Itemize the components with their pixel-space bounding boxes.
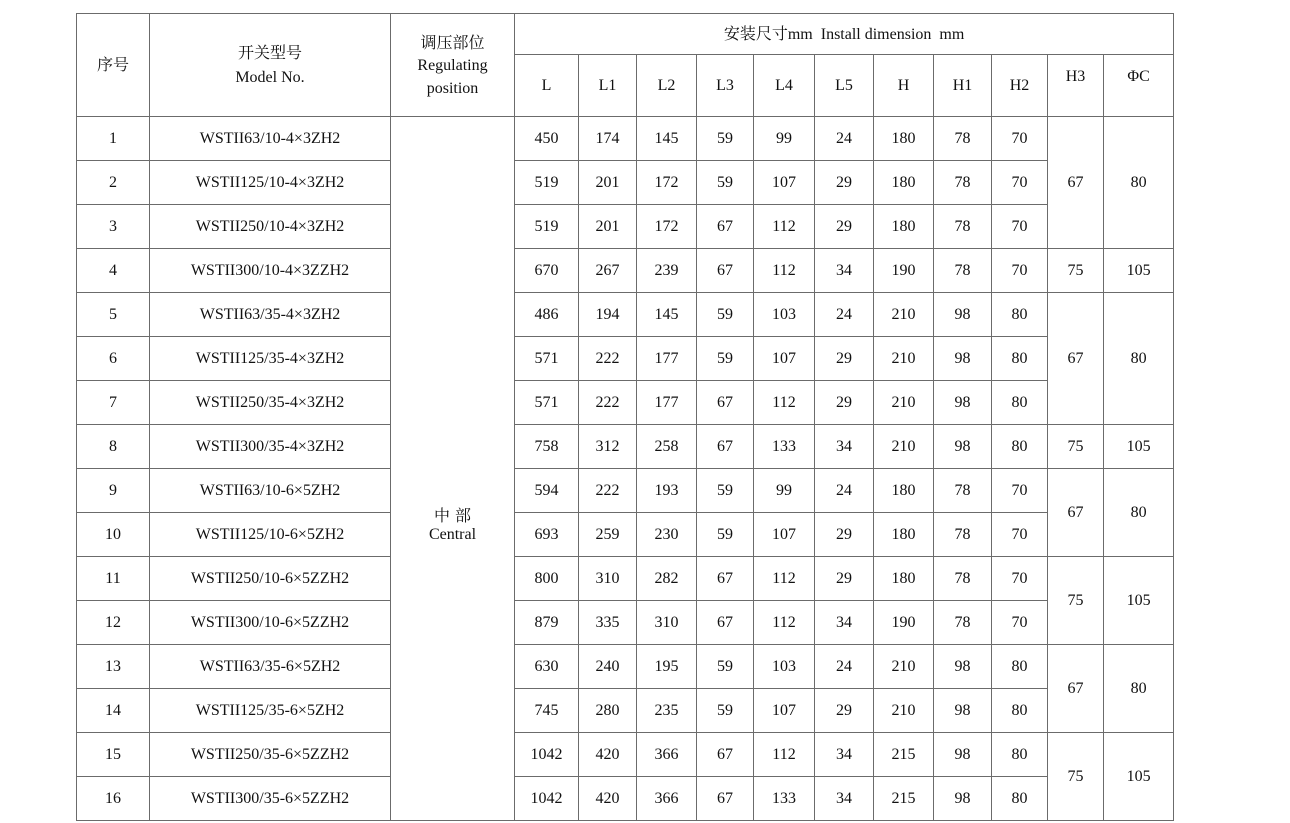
cell-l4: 107 [754, 161, 815, 205]
cell-h1: 78 [934, 161, 992, 205]
row-index: 10 [77, 513, 150, 557]
table-row [77, 733, 1174, 777]
table-row [77, 249, 1174, 293]
cell-h3: 67 [1048, 645, 1104, 733]
cell-l3: 67 [697, 733, 754, 777]
cell-h3: 75 [1048, 249, 1104, 293]
cell-h1: 98 [934, 777, 992, 821]
row-index: 12 [77, 601, 150, 645]
cell-l: 519 [515, 205, 579, 249]
cell-l3: 59 [697, 469, 754, 513]
cell-h1: 98 [934, 425, 992, 469]
table-body [77, 117, 1174, 821]
header-model-en: Model No. [235, 69, 305, 86]
cell-l2: 310 [637, 601, 697, 645]
cell-l4: 112 [754, 601, 815, 645]
cell-l3: 67 [697, 205, 754, 249]
cell-l5: 34 [815, 601, 874, 645]
header-dimension-group-label: 安装尺寸mm Install dimension mm [723, 25, 965, 43]
cell-l1: 310 [579, 557, 637, 601]
cell-l: 758 [515, 425, 579, 469]
cell-l5: 34 [815, 249, 874, 293]
header-dim-6: H [874, 55, 934, 117]
cell-l4: 112 [754, 381, 815, 425]
cell-h: 180 [874, 205, 934, 249]
cell-l5: 29 [815, 381, 874, 425]
cell-l: 693 [515, 513, 579, 557]
cell-h: 210 [874, 645, 934, 689]
cell-l4: 107 [754, 689, 815, 733]
cell-l1: 222 [579, 381, 637, 425]
cell-h: 210 [874, 337, 934, 381]
table-row [77, 337, 1174, 381]
row-index: 6 [77, 337, 150, 381]
cell-l3: 59 [697, 337, 754, 381]
cell-h1: 98 [934, 337, 992, 381]
cell-h3: 67 [1048, 293, 1104, 425]
cell-h: 210 [874, 381, 934, 425]
header-model-cn: 开关型号 [237, 43, 302, 62]
cell-phi-c: 105 [1104, 249, 1174, 293]
cell-l4: 99 [754, 117, 815, 161]
cell-h: 180 [874, 161, 934, 205]
cell-l1: 240 [579, 645, 637, 689]
cell-l1: 259 [579, 513, 637, 557]
cell-h1: 78 [934, 513, 992, 557]
cell-l2: 258 [637, 425, 697, 469]
row-index: 3 [77, 205, 150, 249]
row-index: 13 [77, 645, 150, 689]
cell-l3: 59 [697, 513, 754, 557]
cell-h2: 80 [992, 645, 1048, 689]
row-model: WSTII250/10-4×3ZH2 [150, 205, 391, 249]
cell-l4: 112 [754, 249, 815, 293]
cell-l: 745 [515, 689, 579, 733]
row-model: WSTII250/35-4×3ZH2 [150, 381, 391, 425]
header-position [391, 14, 515, 117]
install-dimension-table [76, 13, 1174, 821]
cell-phi-c: 80 [1104, 117, 1174, 249]
row-model: WSTII250/35-6×5ZZH2 [150, 733, 391, 777]
cell-l5: 24 [815, 469, 874, 513]
cell-l4: 99 [754, 469, 815, 513]
cell-h2: 70 [992, 249, 1048, 293]
cell-l5: 24 [815, 293, 874, 337]
cell-l4: 133 [754, 777, 815, 821]
cell-h3: 75 [1048, 425, 1104, 469]
cell-h1: 98 [934, 293, 992, 337]
cell-l: 670 [515, 249, 579, 293]
cell-l5: 24 [815, 645, 874, 689]
header-position-en-1: Regulating [417, 56, 488, 74]
cell-l5: 29 [815, 689, 874, 733]
cell-l2: 177 [637, 337, 697, 381]
header-dim-10: ΦC [1104, 55, 1174, 117]
cell-l2: 235 [637, 689, 697, 733]
cell-l5: 29 [815, 161, 874, 205]
header-dim-1: L1 [579, 55, 637, 117]
cell-l1: 201 [579, 205, 637, 249]
row-model: WSTII300/10-4×3ZZH2 [150, 249, 391, 293]
cell-l3: 59 [697, 689, 754, 733]
regulating-position-cell [391, 117, 515, 821]
row-index: 1 [77, 117, 150, 161]
cell-l2: 145 [637, 117, 697, 161]
cell-h3: 67 [1048, 469, 1104, 557]
header-dim-0: L [515, 55, 579, 117]
row-index: 2 [77, 161, 150, 205]
cell-l5: 29 [815, 205, 874, 249]
header-dimension-group [515, 14, 1174, 55]
cell-l4: 112 [754, 557, 815, 601]
cell-l4: 112 [754, 733, 815, 777]
cell-h2: 80 [992, 777, 1048, 821]
cell-h2: 70 [992, 513, 1048, 557]
cell-l3: 59 [697, 161, 754, 205]
row-model: WSTII125/10-6×5ZH2 [150, 513, 391, 557]
row-model: WSTII63/10-4×3ZH2 [150, 117, 391, 161]
row-model: WSTII125/35-6×5ZH2 [150, 689, 391, 733]
cell-l2: 195 [637, 645, 697, 689]
header-index-label: 序号 [96, 55, 129, 74]
header-dim-7: H1 [934, 55, 992, 117]
cell-h: 180 [874, 557, 934, 601]
cell-l4: 103 [754, 645, 815, 689]
cell-h2: 80 [992, 425, 1048, 469]
row-model: WSTII300/35-4×3ZH2 [150, 425, 391, 469]
cell-l3: 67 [697, 777, 754, 821]
cell-l2: 230 [637, 513, 697, 557]
cell-l: 800 [515, 557, 579, 601]
cell-l: 571 [515, 381, 579, 425]
cell-l5: 29 [815, 513, 874, 557]
table-row [77, 117, 1174, 161]
cell-l4: 112 [754, 205, 815, 249]
row-index: 16 [77, 777, 150, 821]
cell-l2: 172 [637, 161, 697, 205]
cell-l5: 29 [815, 557, 874, 601]
cell-l5: 29 [815, 337, 874, 381]
cell-h1: 78 [934, 469, 992, 513]
cell-h2: 80 [992, 381, 1048, 425]
cell-phi-c: 80 [1104, 469, 1174, 557]
cell-l: 450 [515, 117, 579, 161]
header-dim-2: L2 [637, 55, 697, 117]
row-index: 9 [77, 469, 150, 513]
cell-h1: 98 [934, 645, 992, 689]
header-index [77, 14, 150, 117]
header-dim-8: H2 [992, 55, 1048, 117]
cell-l3: 59 [697, 293, 754, 337]
cell-h1: 78 [934, 117, 992, 161]
cell-h2: 80 [992, 293, 1048, 337]
cell-h2: 80 [992, 337, 1048, 381]
cell-phi-c: 105 [1104, 557, 1174, 645]
cell-h2: 70 [992, 469, 1048, 513]
table-row [77, 425, 1174, 469]
table-row [77, 777, 1174, 821]
cell-l3: 67 [697, 557, 754, 601]
position-value-en: Central [428, 526, 477, 543]
cell-l3: 67 [697, 601, 754, 645]
table-row [77, 557, 1174, 601]
cell-h3: 75 [1048, 733, 1104, 821]
cell-l1: 267 [579, 249, 637, 293]
cell-l3: 59 [697, 117, 754, 161]
cell-l2: 366 [637, 733, 697, 777]
cell-l5: 24 [815, 117, 874, 161]
cell-h1: 98 [934, 733, 992, 777]
row-model: WSTII125/10-4×3ZH2 [150, 161, 391, 205]
cell-l4: 107 [754, 513, 815, 557]
row-model: WSTII63/10-6×5ZH2 [150, 469, 391, 513]
cell-h: 215 [874, 733, 934, 777]
cell-l: 519 [515, 161, 579, 205]
header-dim-4: L4 [754, 55, 815, 117]
row-index: 8 [77, 425, 150, 469]
cell-l: 879 [515, 601, 579, 645]
row-model: WSTII300/35-6×5ZZH2 [150, 777, 391, 821]
cell-l: 1042 [515, 733, 579, 777]
cell-l1: 420 [579, 733, 637, 777]
table-row [77, 513, 1174, 557]
cell-l: 594 [515, 469, 579, 513]
cell-h2: 80 [992, 689, 1048, 733]
row-index: 11 [77, 557, 150, 601]
header-dim-3: L3 [697, 55, 754, 117]
cell-l2: 177 [637, 381, 697, 425]
row-model: WSTII63/35-4×3ZH2 [150, 293, 391, 337]
row-index: 14 [77, 689, 150, 733]
header-position-cn: 调压部位 [420, 32, 485, 52]
row-index: 4 [77, 249, 150, 293]
table-row [77, 205, 1174, 249]
table-row [77, 161, 1174, 205]
cell-phi-c: 105 [1104, 733, 1174, 821]
cell-l3: 67 [697, 249, 754, 293]
cell-h2: 70 [992, 601, 1048, 645]
cell-l: 630 [515, 645, 579, 689]
cell-h: 180 [874, 117, 934, 161]
cell-h3: 67 [1048, 117, 1104, 249]
cell-h1: 78 [934, 249, 992, 293]
cell-l4: 103 [754, 293, 815, 337]
cell-l: 486 [515, 293, 579, 337]
cell-l1: 312 [579, 425, 637, 469]
table-row [77, 469, 1174, 513]
table-row [77, 689, 1174, 733]
cell-l: 1042 [515, 777, 579, 821]
cell-l2: 193 [637, 469, 697, 513]
row-model: WSTII63/35-6×5ZH2 [150, 645, 391, 689]
cell-h1: 78 [934, 205, 992, 249]
cell-h2: 70 [992, 161, 1048, 205]
cell-h: 210 [874, 425, 934, 469]
cell-h: 180 [874, 513, 934, 557]
cell-l2: 145 [637, 293, 697, 337]
cell-l1: 201 [579, 161, 637, 205]
cell-l5: 34 [815, 425, 874, 469]
cell-h2: 70 [992, 557, 1048, 601]
header-position-en-2: position [426, 79, 479, 97]
cell-h: 215 [874, 777, 934, 821]
cell-l2: 239 [637, 249, 697, 293]
table-row [77, 601, 1174, 645]
cell-h2: 80 [992, 733, 1048, 777]
cell-l1: 222 [579, 337, 637, 381]
cell-l3: 59 [697, 645, 754, 689]
cell-l2: 282 [637, 557, 697, 601]
header-model [150, 14, 391, 117]
cell-l5: 34 [815, 777, 874, 821]
cell-h: 190 [874, 601, 934, 645]
cell-h1: 98 [934, 689, 992, 733]
cell-l4: 133 [754, 425, 815, 469]
cell-h2: 70 [992, 205, 1048, 249]
table-row [77, 645, 1174, 689]
cell-h: 210 [874, 293, 934, 337]
cell-l3: 67 [697, 381, 754, 425]
cell-h: 210 [874, 689, 934, 733]
cell-l2: 172 [637, 205, 697, 249]
row-model: WSTII125/35-4×3ZH2 [150, 337, 391, 381]
cell-l4: 107 [754, 337, 815, 381]
cell-h: 190 [874, 249, 934, 293]
cell-l: 571 [515, 337, 579, 381]
cell-h3: 75 [1048, 557, 1104, 645]
row-model: WSTII300/10-6×5ZZH2 [150, 601, 391, 645]
cell-l1: 420 [579, 777, 637, 821]
cell-l2: 366 [637, 777, 697, 821]
position-value-cn: 中 部 [433, 506, 472, 525]
cell-l3: 67 [697, 425, 754, 469]
header-dim-5: L5 [815, 55, 874, 117]
cell-l1: 222 [579, 469, 637, 513]
table-row [77, 293, 1174, 337]
cell-h: 180 [874, 469, 934, 513]
cell-h1: 98 [934, 381, 992, 425]
cell-l1: 280 [579, 689, 637, 733]
cell-l1: 174 [579, 117, 637, 161]
cell-phi-c: 105 [1104, 425, 1174, 469]
table-row [77, 381, 1174, 425]
cell-l1: 194 [579, 293, 637, 337]
cell-phi-c: 80 [1104, 645, 1174, 733]
row-index: 15 [77, 733, 150, 777]
cell-h2: 70 [992, 117, 1048, 161]
row-index: 5 [77, 293, 150, 337]
cell-phi-c: 80 [1104, 293, 1174, 425]
cell-l5: 34 [815, 733, 874, 777]
row-model: WSTII250/10-6×5ZZH2 [150, 557, 391, 601]
header-dim-9: H3 [1048, 55, 1104, 117]
cell-h1: 78 [934, 557, 992, 601]
cell-l1: 335 [579, 601, 637, 645]
cell-h1: 78 [934, 601, 992, 645]
row-index: 7 [77, 381, 150, 425]
